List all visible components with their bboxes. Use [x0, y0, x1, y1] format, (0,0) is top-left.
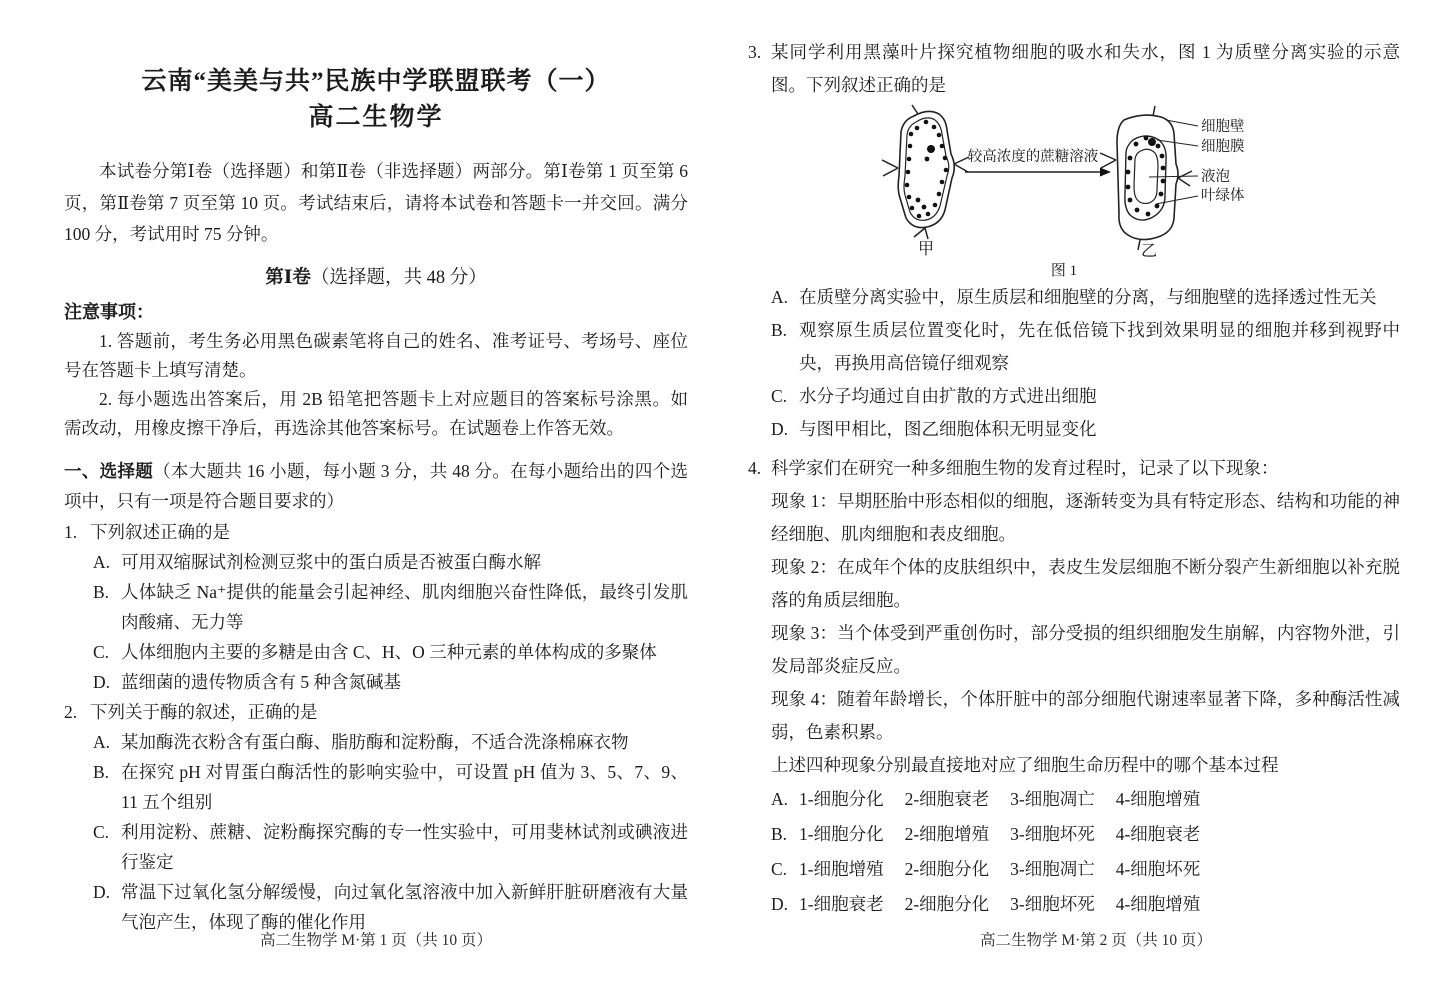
- part-heading: [64, 456, 688, 517]
- option-row-c: [771, 380, 1400, 413]
- option-label: C.: [771, 859, 788, 879]
- option-row-d: [93, 667, 688, 697]
- figure-caption: 图 1: [1050, 263, 1078, 279]
- option-text: 常温下过氧化氢分解缓慢，向过氧化氢溶液中加入新鲜肝脏研磨液有大量气泡产生，体现了酶的催化作用: [121, 881, 688, 932]
- option-cell: 4-细胞坏死: [1115, 859, 1201, 879]
- note-item-1: 1. 答题前，考生务必用黑色碳素笔将自己的姓名、准考证号、考场号、座位号在答题卡上填写清楚。: [64, 330, 688, 380]
- option-cell: 4-细胞衰老: [1115, 824, 1201, 844]
- phenomenon-1: 现象 1：早期胚胎中形态相似的细胞，逐渐转变为具有特定形态、结构和功能的神经细胞、肌肉细胞和表皮细胞。: [771, 491, 1400, 544]
- option-cell: 1-细胞增殖: [799, 859, 884, 879]
- option-label: D.: [771, 419, 789, 439]
- figure-1: [868, 104, 1298, 279]
- option-text: 人体细胞内主要的多糖是由含 C、H、O 三种元素的单体构成的多聚体: [121, 641, 657, 662]
- option-cell: 2-细胞衰老: [904, 789, 990, 809]
- question-3-options: [771, 281, 1400, 446]
- page-2: [748, 0, 1400, 922]
- option-cell: 2-细胞增殖: [904, 824, 990, 844]
- cell-a-drawing: [882, 105, 969, 258]
- question-2: [64, 697, 688, 937]
- option-row-d: [771, 413, 1400, 446]
- arrowhead-icon: [1100, 168, 1111, 177]
- section-heading-rest: （选择题，共 48 分）: [310, 267, 487, 288]
- page-footer-2: 高二生物学 M·第 2 页（共 10 页）: [979, 932, 1213, 949]
- question-stem: 某同学利用黑藻叶片探究植物细胞的吸水和失水，图 1 为质壁分离实验的示意图。下列叙述正确的是: [771, 42, 1400, 95]
- question-number: 3.: [748, 42, 762, 62]
- option-cell: 4-细胞增殖: [1115, 894, 1201, 914]
- figure-part-label-b: 乙: [1140, 243, 1158, 260]
- option-label: B.: [93, 761, 110, 782]
- figure-annotations: [1149, 118, 1245, 204]
- option-label: D.: [93, 881, 111, 902]
- cell-b-chloroplasts: [1126, 136, 1166, 217]
- option-cell: 3-细胞凋亡: [1010, 789, 1095, 809]
- option-cell: 3-细胞凋亡: [1010, 859, 1095, 879]
- phenomenon-2: 现象 2：在成年个体的皮肤组织中，表皮生发层细胞不断分裂产生新细胞以补充脱落的角质层细胞。: [771, 557, 1400, 610]
- exam-subject: 高二生物学: [308, 104, 444, 131]
- question-4-stem-row: [748, 452, 1400, 485]
- option-row-a: [771, 281, 1400, 314]
- option-text: 在质壁分离实验中，原生质层和细胞壁的分离，与细胞壁的选择透过性无关: [799, 287, 1377, 307]
- option-label: B.: [93, 581, 110, 602]
- option-text: 在探究 pH 对胃蛋白酶活性的影响实验中，可设置 pH 值为 3、5、7、9、11 五个组别: [121, 761, 688, 812]
- option-label: A.: [93, 731, 111, 752]
- figure-part-label-a: 甲: [917, 241, 935, 258]
- question-stem: 科学家们在研究一种多细胞生物的发育过程时，记录了以下现象：: [771, 458, 1279, 478]
- section-heading-bold: 第Ⅰ卷: [265, 267, 311, 288]
- option-cell: 4-细胞增殖: [1115, 789, 1201, 809]
- question-4-phenomena: [771, 485, 1400, 749]
- question-4-closing: 上述四种现象分别最直接地对应了细胞生命历程中的哪个基本过程: [771, 755, 1279, 775]
- option-label: C.: [93, 821, 110, 842]
- option-label: C.: [771, 386, 788, 406]
- option-label: A.: [93, 551, 111, 572]
- option-text: 可用双缩脲试剂检测豆浆中的蛋白质是否被蛋白酶水解: [121, 551, 541, 572]
- question-1: [64, 517, 688, 697]
- phenomenon-3: 现象 3：当个体受到严重创伤时，部分受损的组织细胞发生崩解，内容物外泄，引发局部炎症反应。: [771, 623, 1400, 676]
- option-row-a: [93, 547, 688, 577]
- exam-title: 云南“美美与共”民族中学联盟联考（一）: [141, 68, 611, 95]
- option-text: 观察原生质层位置变化时，先在低倍镜下找到效果明显的细胞并移到视野中央，再换用高倍镜仔细观察: [799, 320, 1400, 373]
- option-cell: 2-细胞分化: [904, 859, 990, 879]
- page-footer-1: 高二生物学 M·第 1 页（共 10 页）: [259, 932, 493, 949]
- option-row-c: [771, 852, 1400, 887]
- treatment-arrow: [965, 147, 1111, 177]
- phenomenon-4: 现象 4：随着年龄增长，个体肝脏中的部分细胞代谢速率显著下降，多种酶活性减弱，色素积累。: [771, 689, 1400, 742]
- option-label: B.: [771, 320, 788, 340]
- question-4: [748, 452, 1400, 922]
- part-heading-rest: （本大题共 16 小题，每小题 3 分，共 48 分。在每小题给出的四个选项中，只有一项是符合题目要求的）: [64, 460, 689, 511]
- option-row-c: [93, 817, 688, 877]
- option-row-a: [771, 782, 1400, 817]
- cell-b-drawing: [1100, 106, 1192, 260]
- option-text: 某加酶洗衣粉含有蛋白酶、脂肪酶和淀粉酶，不适合洗涤棉麻衣物: [121, 731, 629, 752]
- label-vacuole: 液泡: [1201, 169, 1230, 185]
- option-row-b: [93, 577, 688, 637]
- page-1: [64, 0, 688, 937]
- arrow-label: 较高浓度的蔗糖溶液: [967, 149, 1099, 165]
- question-3-stem-row: [748, 36, 1400, 102]
- option-label: C.: [93, 641, 110, 662]
- option-row-b: [771, 314, 1400, 380]
- option-label: A.: [771, 789, 789, 809]
- option-label: A.: [771, 287, 789, 307]
- option-label: D.: [93, 671, 111, 692]
- plasmolysis-diagram: [868, 104, 1298, 279]
- question-number: 2.: [64, 701, 78, 722]
- option-row-d: [771, 887, 1400, 922]
- question-number: 4.: [748, 458, 762, 478]
- option-cell: 1-细胞分化: [799, 789, 884, 809]
- question-stem: 下列关于酶的叙述，正确的是: [90, 701, 318, 722]
- option-row-a: [93, 727, 688, 757]
- question-stem: 下列叙述正确的是: [90, 521, 230, 542]
- option-text: 人体缺乏 Na⁺提供的能量会引起神经、肌肉细胞兴奋性降低，最终引发肌肉酸痛、无力等: [121, 581, 688, 632]
- option-cell: 1-细胞衰老: [799, 894, 884, 914]
- option-text: 蓝细菌的遗传物质含有 5 种含氮碱基: [121, 671, 401, 692]
- option-text: 水分子均通过自由扩散的方式进出细胞: [799, 386, 1097, 406]
- notes-heading: 注意事项：: [64, 301, 154, 322]
- question-1-stem-row: [64, 517, 688, 547]
- question-1-options: [93, 547, 688, 697]
- question-4-options: [771, 782, 1400, 922]
- question-2-stem-row: [64, 697, 688, 727]
- exam-intro: 本试卷分第Ⅰ卷（选择题）和第Ⅱ卷（非选择题）两部分。第Ⅰ卷第 1 页至第 6 页，第Ⅱ卷第 7 页至第 10 页。考试结束后，请将本试卷和答题卡一并交回。满分 100 分，考试用时 75 分钟。: [64, 161, 688, 244]
- option-row-b: [93, 757, 688, 817]
- label-cell-wall: 细胞壁: [1201, 119, 1245, 135]
- option-cell: 3-细胞坏死: [1010, 894, 1095, 914]
- option-row-b: [771, 817, 1400, 852]
- option-label: D.: [771, 894, 789, 914]
- option-cell: 3-细胞坏死: [1010, 824, 1095, 844]
- question-3: [748, 36, 1400, 446]
- part-heading-bold: 一、选择题: [64, 460, 154, 481]
- label-chloroplast: 叶绿体: [1201, 188, 1245, 204]
- option-row-c: [93, 637, 688, 667]
- section-heading: [64, 263, 688, 293]
- option-label: B.: [771, 824, 788, 844]
- option-cell: 2-细胞分化: [904, 894, 990, 914]
- option-cell: 1-细胞分化: [799, 824, 884, 844]
- note-item-2: 2. 每小题选出答案后，用 2B 铅笔把答题卡上对应题目的答案标号涂黑。如需改动，用橡皮擦干净后，再选涂其他答案标号。在试题卷上作答无效。: [64, 388, 688, 438]
- question-number: 1.: [64, 521, 78, 542]
- option-text: 利用淀粉、蔗糖、淀粉酶探究酶的专一性实验中，可用斐林试剂或碘液进行鉴定: [121, 821, 688, 872]
- option-text: 与图甲相比，图乙细胞体积无明显变化: [799, 419, 1097, 439]
- label-cell-membrane: 细胞膜: [1201, 139, 1245, 155]
- question-2-options: [93, 727, 688, 937]
